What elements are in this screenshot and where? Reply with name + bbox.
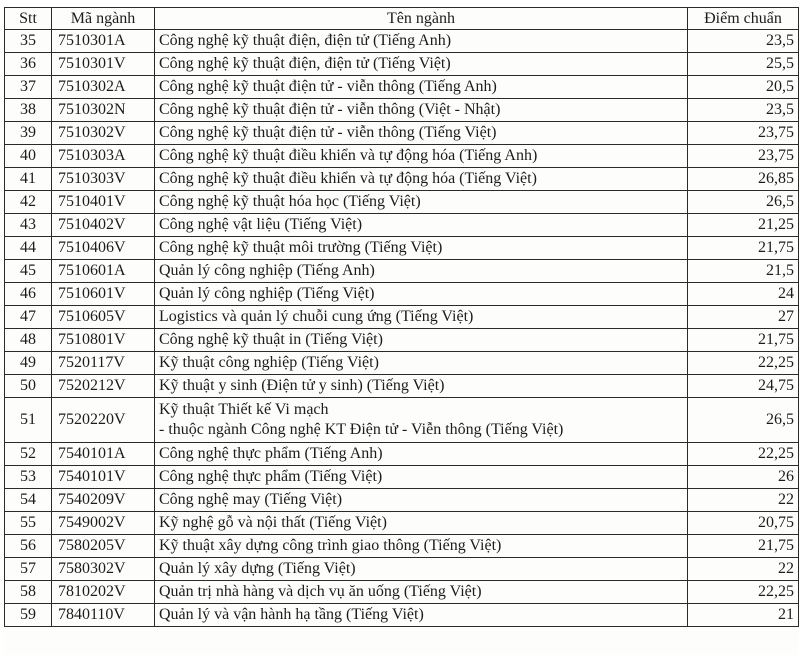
table-body [5, 30, 799, 627]
table-row [5, 398, 799, 443]
cell-stt: 55 [5, 512, 52, 535]
cell-diem-chuan: 26,85 [688, 168, 799, 191]
cell-ten-nganh [155, 145, 688, 168]
cell-ma-nganh: 7540101V [52, 466, 155, 489]
cell-ten-nganh [155, 604, 688, 627]
cell-ma-nganh: 7510605V [52, 306, 155, 329]
cell-stt: 40 [5, 145, 52, 168]
table-row [5, 283, 799, 306]
cell-ten-nganh [155, 306, 688, 329]
ten-nganh-line: Quản lý và vận hành hạ tầng (Tiếng Việt) [159, 606, 424, 623]
header-diem-chuan: Điểm chuẩn [688, 8, 799, 30]
table-row [5, 214, 799, 237]
cell-ma-nganh: 7510301V [52, 53, 155, 76]
cell-diem-chuan: 27 [688, 306, 799, 329]
table-row [5, 352, 799, 375]
cell-ma-nganh: 7510401V [52, 191, 155, 214]
cell-diem-chuan: 24,75 [688, 375, 799, 398]
cell-ten-nganh [155, 30, 688, 53]
cell-ma-nganh: 7549002V [52, 512, 155, 535]
cell-ma-nganh: 7510601A [52, 260, 155, 283]
cell-diem-chuan: 23,75 [688, 145, 799, 168]
cell-ten-nganh [155, 581, 688, 604]
header-ten-nganh: Tên ngành [155, 8, 688, 30]
cell-ten-nganh [155, 76, 688, 99]
cell-ma-nganh: 7510406V [52, 237, 155, 260]
table-row [5, 76, 799, 99]
cell-stt: 53 [5, 466, 52, 489]
ten-nganh-line: Công nghệ vật liệu (Tiếng Việt) [159, 216, 363, 233]
header-row [5, 8, 799, 30]
cell-stt: 44 [5, 237, 52, 260]
admission-score-table [4, 7, 799, 627]
cell-stt: 56 [5, 535, 52, 558]
cell-ten-nganh [155, 466, 688, 489]
cell-ten-nganh [155, 214, 688, 237]
cell-ten-nganh [155, 352, 688, 375]
cell-ten-nganh [155, 122, 688, 145]
cell-diem-chuan: 22,25 [688, 352, 799, 375]
cell-stt: 43 [5, 214, 52, 237]
table-row [5, 122, 799, 145]
cell-diem-chuan: 21,75 [688, 237, 799, 260]
table-row [5, 375, 799, 398]
header-ma-nganh: Mã ngành [52, 8, 155, 30]
admission-score-sheet [4, 7, 798, 655]
ten-nganh-line: Công nghệ kỹ thuật in (Tiếng Việt) [159, 331, 383, 348]
cell-ten-nganh [155, 260, 688, 283]
cell-diem-chuan: 21 [688, 604, 799, 627]
cell-stt: 42 [5, 191, 52, 214]
cell-ten-nganh [155, 283, 688, 306]
table-row [5, 489, 799, 512]
ten-nganh-line: Công nghệ kỹ thuật điện tử - viễn thông (Tiếng Việt) [159, 124, 497, 141]
table-header [5, 8, 799, 30]
ten-nganh-line: Công nghệ kỹ thuật điều khiển và tự động hóa (Tiếng Việt) [159, 170, 537, 187]
cell-ten-nganh [155, 99, 688, 122]
cell-stt: 35 [5, 30, 52, 53]
ten-nganh-line: Quản lý công nghiệp (Tiếng Anh) [159, 262, 375, 279]
table-row [5, 191, 799, 214]
cell-stt: 48 [5, 329, 52, 352]
cell-stt: 37 [5, 76, 52, 99]
cell-ten-nganh [155, 168, 688, 191]
cell-ten-nganh [155, 237, 688, 260]
cell-ma-nganh: 7580302V [52, 558, 155, 581]
table-row [5, 145, 799, 168]
cell-stt: 57 [5, 558, 52, 581]
cell-diem-chuan: 22 [688, 558, 799, 581]
table-row [5, 53, 799, 76]
cell-diem-chuan: 22,25 [688, 581, 799, 604]
table-row [5, 99, 799, 122]
table-row [5, 581, 799, 604]
cell-ten-nganh [155, 53, 688, 76]
cell-ma-nganh: 7510402V [52, 214, 155, 237]
ten-nganh-line: Kỹ thuật xây dựng công trình giao thông (Tiếng Việt) [159, 537, 502, 554]
table-row [5, 306, 799, 329]
ten-nganh-line: Kỹ nghệ gỗ và nội thất (Tiếng Việt) [159, 514, 387, 531]
table-row [5, 466, 799, 489]
cell-ma-nganh: 7510301A [52, 30, 155, 53]
ten-nganh-line: Quản trị nhà hàng và dịch vụ ăn uống (Tiếng Việt) [159, 583, 482, 600]
cell-diem-chuan: 25,5 [688, 53, 799, 76]
cell-ma-nganh: 7510302A [52, 76, 155, 99]
cell-stt: 46 [5, 283, 52, 306]
ten-nganh-line: Quản lý xây dựng (Tiếng Việt) [159, 560, 356, 577]
cell-ma-nganh: 7520117V [52, 352, 155, 375]
table-row [5, 237, 799, 260]
cell-diem-chuan: 26 [688, 466, 799, 489]
ten-nganh-line: Quản lý công nghiệp (Tiếng Việt) [159, 285, 375, 302]
cell-diem-chuan: 21,25 [688, 214, 799, 237]
cell-diem-chuan: 23,5 [688, 99, 799, 122]
cell-ma-nganh: 7510302V [52, 122, 155, 145]
header-stt: Stt [5, 8, 52, 30]
table-row [5, 558, 799, 581]
ten-nganh-line: Công nghệ may (Tiếng Việt) [159, 491, 343, 508]
cell-diem-chuan: 22 [688, 489, 799, 512]
cell-stt: 45 [5, 260, 52, 283]
cell-ten-nganh [155, 329, 688, 352]
cell-stt: 54 [5, 489, 52, 512]
cell-ma-nganh: 7840110V [52, 604, 155, 627]
cell-diem-chuan: 22,25 [688, 443, 799, 466]
cell-ma-nganh: 7510303V [52, 168, 155, 191]
table-row [5, 604, 799, 627]
ten-nganh-line: Logistics và quản lý chuỗi cung ứng (Tiếng Việt) [159, 308, 474, 325]
cell-stt: 38 [5, 99, 52, 122]
cell-ma-nganh: 7520220V [52, 398, 155, 443]
ten-nganh-line: Công nghệ kỹ thuật điện, điện tử (Tiếng Việt) [159, 55, 451, 72]
ten-nganh-line: Kỹ thuật công nghiệp (Tiếng Việt) [159, 354, 379, 371]
cell-diem-chuan: 21,75 [688, 535, 799, 558]
cell-diem-chuan: 23,75 [688, 122, 799, 145]
cell-ma-nganh: 7580205V [52, 535, 155, 558]
ten-nganh-line: Công nghệ kỹ thuật môi trường (Tiếng Việt) [159, 239, 443, 256]
cell-ten-nganh [155, 375, 688, 398]
cell-ma-nganh: 7510601V [52, 283, 155, 306]
cell-stt: 47 [5, 306, 52, 329]
ten-nganh-line: Công nghệ thực phẩm (Tiếng Việt) [159, 468, 383, 485]
cell-diem-chuan: 24 [688, 283, 799, 306]
cell-stt: 41 [5, 168, 52, 191]
ten-nganh-line: Công nghệ kỹ thuật điện, điện tử (Tiếng Anh) [159, 32, 452, 49]
cell-diem-chuan: 20,75 [688, 512, 799, 535]
ten-nganh-line: Công nghệ kỹ thuật điện tử - viễn thông (Tiếng Anh) [159, 78, 497, 95]
ten-nganh-line: - thuộc ngành Công nghệ KT Điện tử - Viễn thông (Tiếng Việt) [159, 421, 564, 438]
table-row [5, 30, 799, 53]
cell-ten-nganh [155, 489, 688, 512]
table-row [5, 168, 799, 191]
cell-stt: 58 [5, 581, 52, 604]
table-row [5, 443, 799, 466]
cell-stt: 49 [5, 352, 52, 375]
cell-ma-nganh: 7540209V [52, 489, 155, 512]
table-row [5, 260, 799, 283]
ten-nganh-line: Công nghệ kỹ thuật điều khiển và tự động hóa (Tiếng Anh) [159, 147, 538, 164]
cell-diem-chuan: 20,5 [688, 76, 799, 99]
cell-diem-chuan: 21,75 [688, 329, 799, 352]
cell-ten-nganh [155, 558, 688, 581]
cell-diem-chuan: 26,5 [688, 398, 799, 443]
cell-stt: 36 [5, 53, 52, 76]
cell-ma-nganh: 7810202V [52, 581, 155, 604]
cell-diem-chuan: 21,5 [688, 260, 799, 283]
cell-ma-nganh: 7510801V [52, 329, 155, 352]
cell-stt: 51 [5, 398, 52, 443]
ten-nganh-line: Công nghệ kỹ thuật hóa học (Tiếng Việt) [159, 193, 421, 210]
cell-ma-nganh: 7520212V [52, 375, 155, 398]
ten-nganh-line: Kỹ thuật y sinh (Điện tử y sinh) (Tiếng Việt) [159, 377, 445, 394]
table-row [5, 535, 799, 558]
table-row [5, 512, 799, 535]
ten-nganh-line: Kỹ thuật Thiết kế Vi mạch [159, 401, 329, 418]
cell-stt: 59 [5, 604, 52, 627]
table-row [5, 329, 799, 352]
cell-ten-nganh [155, 512, 688, 535]
cell-diem-chuan: 23,5 [688, 30, 799, 53]
cell-ma-nganh: 7540101A [52, 443, 155, 466]
cell-stt: 39 [5, 122, 52, 145]
cell-ma-nganh: 7510302N [52, 99, 155, 122]
ten-nganh-line: Công nghệ thực phẩm (Tiếng Anh) [159, 445, 383, 462]
ten-nganh-line: Công nghệ kỹ thuật điện tử - viễn thông (Việt - Nhật) [159, 101, 501, 118]
cell-ten-nganh [155, 398, 688, 443]
cell-stt: 52 [5, 443, 52, 466]
cell-ma-nganh: 7510303A [52, 145, 155, 168]
cell-ten-nganh [155, 535, 688, 558]
cell-diem-chuan: 26,5 [688, 191, 799, 214]
cell-ten-nganh [155, 191, 688, 214]
cell-ten-nganh [155, 443, 688, 466]
cell-stt: 50 [5, 375, 52, 398]
